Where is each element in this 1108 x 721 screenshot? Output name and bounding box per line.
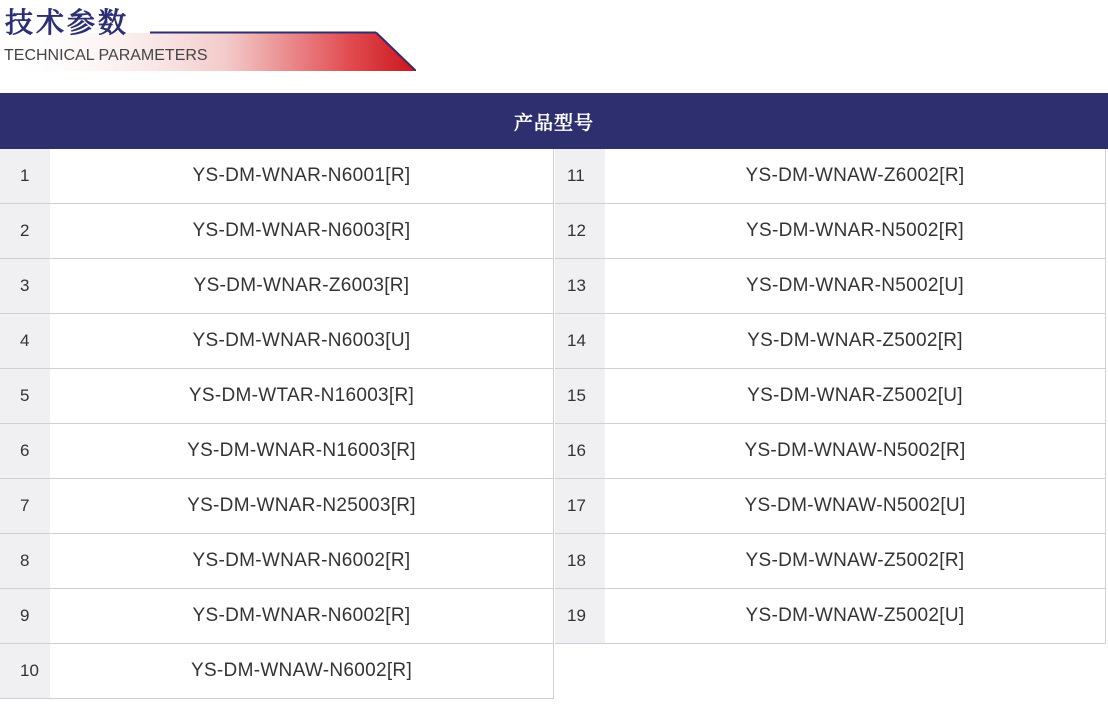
table-row (0, 149, 553, 204)
table-row (555, 369, 1105, 424)
model-name: YS-DM-WNAR-Z6003[R] (193, 275, 410, 296)
row-index: 16 (555, 424, 605, 478)
model-name: YS-DM-WNAR-N6002[R] (192, 605, 411, 626)
table-row (555, 149, 1105, 204)
page-title: 技术参数 (5, 6, 130, 39)
model-name: YS-DM-WNAW-N5002[R] (744, 440, 966, 461)
row-index: 2 (0, 204, 50, 258)
row-index: 18 (555, 534, 605, 588)
table-row (555, 424, 1105, 479)
model-name: YS-DM-WTAR-N16003[R] (188, 385, 415, 406)
table-row (555, 314, 1105, 369)
model-name: YS-DM-WNAR-N6003[R] (192, 220, 411, 241)
table-header (0, 93, 1108, 149)
table-row (555, 589, 1105, 644)
table-row (0, 259, 553, 314)
table-left-column (0, 149, 554, 699)
model-name: YS-DM-WNAR-N25003[R] (187, 495, 416, 516)
table-row (555, 259, 1105, 314)
table-row (555, 534, 1105, 589)
table-row (555, 479, 1105, 534)
table-row (0, 314, 553, 369)
table-row (0, 369, 553, 424)
model-name: YS-DM-WNAW-N6002[R] (190, 660, 413, 681)
row-index: 1 (0, 149, 50, 203)
row-index: 15 (555, 369, 605, 423)
section-heading (0, 0, 420, 75)
row-index: 4 (0, 314, 50, 368)
table-row (555, 204, 1105, 259)
row-index: 11 (555, 149, 605, 203)
model-name: YS-DM-WNAR-N5002[U] (746, 275, 964, 296)
model-name: YS-DM-WNAR-Z5002[U] (747, 385, 963, 406)
model-name: YS-DM-WNAR-N6002[R] (192, 550, 411, 571)
table-row (0, 589, 553, 644)
row-index: 17 (555, 479, 605, 533)
model-name: YS-DM-WNAR-N5002[R] (746, 220, 964, 241)
table-right-column (555, 149, 1106, 644)
model-name: YS-DM-WNAW-Z6002[R] (745, 165, 965, 186)
table-row (0, 644, 553, 699)
table-row (0, 534, 553, 589)
model-name: YS-DM-WNAW-Z5002[U] (745, 605, 965, 626)
row-index: 12 (555, 204, 605, 258)
model-name: YS-DM-WNAW-N5002[U] (744, 495, 966, 516)
row-index: 14 (555, 314, 605, 368)
row-index: 13 (555, 259, 605, 313)
row-index: 6 (0, 424, 50, 478)
table-header-label: 产品型号 (513, 111, 594, 134)
row-index: 5 (0, 369, 50, 423)
page-subtitle: TECHNICAL PARAMETERS (4, 47, 208, 64)
row-index: 19 (555, 589, 605, 643)
model-name: YS-DM-WNAR-N6001[R] (192, 165, 411, 186)
row-index: 9 (0, 589, 50, 643)
row-index: 3 (0, 259, 50, 313)
table-row (0, 479, 553, 534)
model-name: YS-DM-WNAR-N16003[R] (187, 440, 416, 461)
table-row (0, 204, 553, 259)
row-index: 8 (0, 534, 50, 588)
table-row (0, 424, 553, 479)
row-index: 10 (0, 644, 50, 698)
model-name: YS-DM-WNAR-Z5002[R] (747, 330, 963, 351)
row-index: 7 (0, 479, 50, 533)
model-name: YS-DM-WNAR-N6003[U] (192, 330, 411, 351)
model-name: YS-DM-WNAW-Z5002[R] (745, 550, 965, 571)
